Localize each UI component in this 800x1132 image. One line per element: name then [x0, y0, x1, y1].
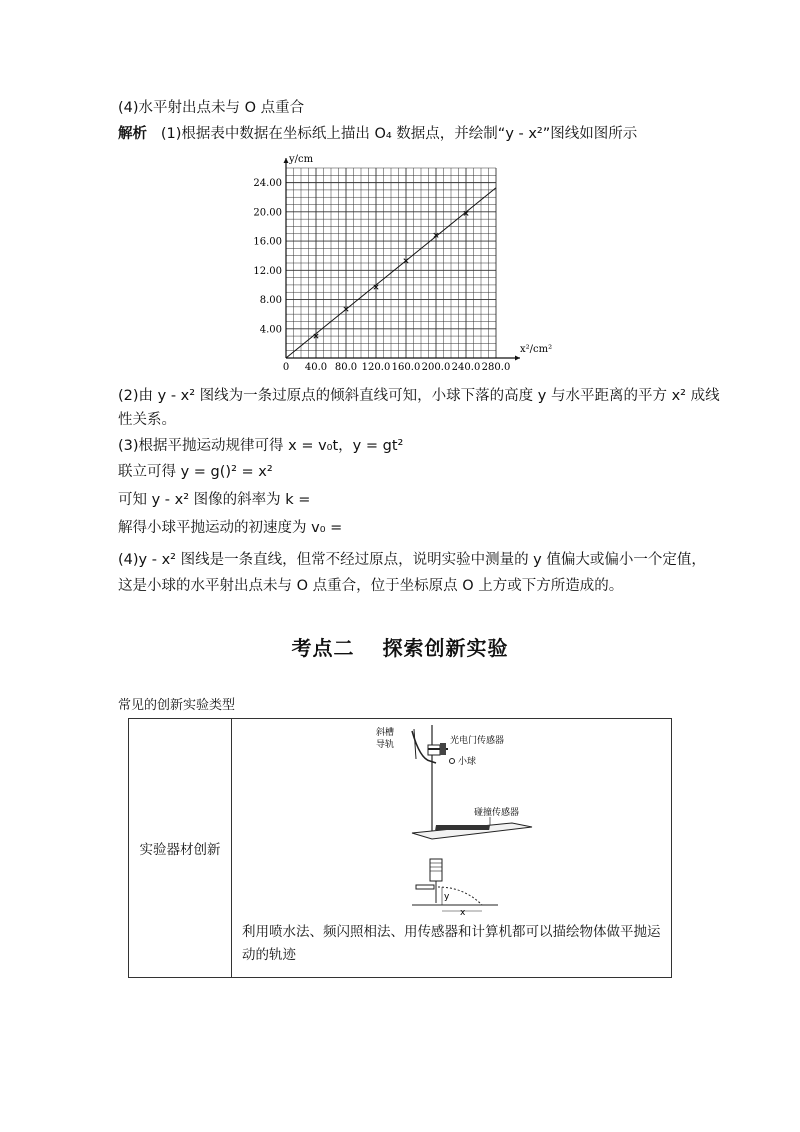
- analysis-text: (1)根据表中数据在坐标纸上描出 O₄ 数据点，并绘制“y - x²”图线如图所示: [160, 126, 638, 142]
- x-tick-label: 0: [282, 362, 290, 370]
- y-tick-label: 8.00: [259, 295, 282, 307]
- apparatus-photogate-figure: [372, 723, 552, 843]
- y-tick-label: 24.00: [253, 178, 282, 190]
- apparatus-water-figure: [412, 857, 502, 917]
- table-row: [129, 719, 672, 978]
- analysis-line-2b: 性关系。: [118, 412, 176, 428]
- y-axis-arrow: [284, 158, 289, 163]
- analysis-line: [118, 124, 637, 144]
- x-axis-arrow: [515, 356, 520, 361]
- x-tick-label: 160.0: [391, 362, 421, 370]
- x-tick-label: 200.0: [421, 362, 451, 370]
- y-tick-label: 20.00: [253, 207, 282, 219]
- y-tick-label: 4.00: [259, 324, 282, 336]
- innovation-table: [128, 718, 672, 978]
- analysis-line-3b: 联立可得 y = g()² = x²: [118, 464, 273, 480]
- analysis-line-2: (2)由 y - x² 图线为一条过原点的倾斜直线可知，小球下落的高度 y 与水平距离的平方 x² 成线: [118, 388, 720, 404]
- table-caption: 常见的创新实验类型: [118, 698, 236, 713]
- section-heading: [0, 632, 800, 661]
- y-x2-chart: [240, 150, 570, 370]
- ball-label: 小球: [458, 757, 477, 767]
- analysis-line-4b: 这是小球的水平射出点未与 O 点重合，位于坐标原点 O 上方或下方所造成的。: [118, 578, 624, 594]
- row-description: 利用喷水法、频闪照相法、用传感器和计算机都可以描绘物体做平抛运动的轨迹: [242, 924, 661, 963]
- analysis-label: 解析: [118, 126, 147, 142]
- x-tick-label: 80.0: [334, 362, 358, 370]
- x-distance-label: x: [460, 908, 466, 917]
- x-tick-label: 40.0: [304, 362, 328, 370]
- analysis-line-3c: 可知 y - x² 图像的斜率为 k =: [118, 492, 311, 508]
- chart-grid-minor: [286, 168, 496, 358]
- y-axis-label: y/cm: [289, 154, 314, 165]
- x-tick-label: 120.0: [361, 362, 391, 370]
- y-tick-label: 12.00: [253, 265, 282, 277]
- answer-line-4: (4)水平射出点未与 O 点重合: [118, 100, 305, 116]
- analysis-line-3d: 解得小球平抛运动的初速度为 v₀ =: [118, 520, 343, 536]
- row-label: 实验器材创新: [129, 719, 232, 978]
- analysis-line-3: (3)根据平抛运动规律可得 x = v₀t，y = gt²: [118, 438, 404, 454]
- row-content: [232, 719, 672, 978]
- photogate-label: 光电门传感器: [450, 736, 505, 746]
- y-tick-label: 16.00: [253, 236, 282, 248]
- sensor-label: 碰撞传感器: [474, 808, 520, 818]
- chart-axes: [284, 158, 521, 361]
- y-distance-label: y: [444, 892, 450, 902]
- x-axis-label: x²/cm²: [520, 344, 553, 355]
- section-title: 探索创新实验: [382, 636, 509, 660]
- analysis-line-4: (4)y - x² 图线是一条直线，但常不经过原点，说明实验中测量的 y 值偏大或偏小一个定值，: [118, 552, 706, 568]
- x-tick-label: 280.0: [481, 362, 511, 370]
- rail-label-2: 导轨: [376, 740, 395, 750]
- x-tick-label: 240.0: [451, 362, 481, 370]
- rail-label: 斜槽: [376, 728, 395, 738]
- section-number: 考点二: [291, 636, 355, 660]
